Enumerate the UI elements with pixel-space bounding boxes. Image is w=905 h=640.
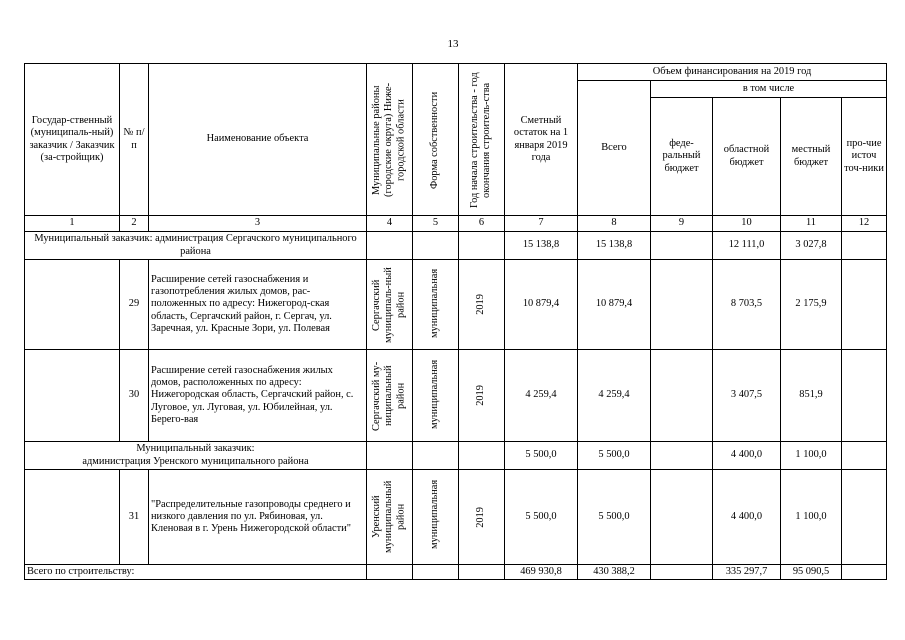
row-number: 29 <box>120 260 149 350</box>
federal-value <box>651 565 713 580</box>
estimated-value: 5 500,0 <box>505 442 578 470</box>
header-ownership-cell <box>413 64 459 216</box>
year-cell <box>459 350 505 442</box>
page-number: 13 <box>447 38 459 50</box>
estimated-value: 15 138,8 <box>505 232 578 260</box>
total-value: 15 138,8 <box>578 232 651 260</box>
total-value: 5 500,0 <box>578 470 651 565</box>
construction-year: 2019 <box>475 385 487 406</box>
local-value: 3 027,8 <box>781 232 842 260</box>
empty-cell <box>413 565 459 580</box>
regional-value: 12 111,0 <box>713 232 781 260</box>
header-other: про-чие источ точ-ники <box>842 98 887 216</box>
financing-table <box>24 63 887 580</box>
table-row-item-30 <box>25 350 887 442</box>
ownership-cell <box>413 350 459 442</box>
empty-cell <box>459 232 505 260</box>
estimated-value: 4 259,4 <box>505 350 578 442</box>
group-label: Муниципальный заказчик: администрация Сергачского муниципального района <box>25 232 367 260</box>
header-years-cell <box>459 64 505 216</box>
construction-year: 2019 <box>475 294 487 315</box>
grand-total-label: Всего по строительству: <box>25 565 367 580</box>
object-name: Расширение сетей газоснабжения и газопотребления жилых домов, рас-положенных по адресу: Нижегород-ская область, Сергачский район, г. Сергач, ул. Заречная, ул. Красные Зори, ул. Полевая <box>149 260 367 350</box>
group-label-line: администрация Уренского муниципального района <box>82 455 309 467</box>
regional-value: 335 297,7 <box>713 565 781 580</box>
header-districts: Муниципальные районы (городские округа) Ниже-городской области <box>371 82 407 197</box>
local-value: 1 100,0 <box>781 470 842 565</box>
local-value: 851,9 <box>781 350 842 442</box>
header-ownership: Форма собственности <box>429 90 441 189</box>
table-row-group-uren <box>25 442 887 470</box>
local-value: 1 100,0 <box>781 442 842 470</box>
other-value <box>842 442 887 470</box>
empty-cell <box>25 260 120 350</box>
total-value: 4 259,4 <box>578 350 651 442</box>
federal-value <box>651 470 713 565</box>
other-value <box>842 565 887 580</box>
total-value: 10 879,4 <box>578 260 651 350</box>
header-local: местный бюджет <box>781 98 842 216</box>
regional-value: 4 400,0 <box>713 442 781 470</box>
regional-value: 3 407,5 <box>713 350 781 442</box>
estimated-value: 469 930,8 <box>505 565 578 580</box>
total-value: 5 500,0 <box>578 442 651 470</box>
group-label <box>25 442 367 470</box>
empty-cell <box>367 232 413 260</box>
ownership-cell <box>413 260 459 350</box>
year-cell <box>459 470 505 565</box>
district-name: Сергачский муниципаль-ный район <box>371 266 407 343</box>
district-cell <box>367 470 413 565</box>
year-cell <box>459 260 505 350</box>
table-row-item-31 <box>25 470 887 565</box>
header-federal: феде-ральный бюджет <box>651 98 713 216</box>
empty-cell <box>413 442 459 470</box>
empty-cell <box>413 232 459 260</box>
column-number: 2 <box>120 216 149 232</box>
local-value: 95 090,5 <box>781 565 842 580</box>
ownership-type: муниципальная <box>429 479 441 549</box>
object-name: "Распределительные газопроводы среднего и низкого давления по ул. Рябиновая, ул. Кленовая в г. Урень Нижегородской области" <box>149 470 367 565</box>
ownership-cell <box>413 470 459 565</box>
header-customer: Государ-ственный (муниципаль-ный) заказчик / Заказчик (за-стройщик) <box>25 64 120 216</box>
header-years: Год начала строительства - год окончания строитель-ства <box>469 71 493 208</box>
federal-value <box>651 442 713 470</box>
column-number: 9 <box>651 216 713 232</box>
header-total: Всего <box>578 81 651 216</box>
header-districts-cell <box>367 64 413 216</box>
federal-value <box>651 232 713 260</box>
column-number: 11 <box>781 216 842 232</box>
header-funding-group: Объем финансирования на 2019 год <box>578 64 887 81</box>
empty-cell <box>367 565 413 580</box>
table-row-group-sergach <box>25 232 887 260</box>
column-number: 6 <box>459 216 505 232</box>
federal-value <box>651 260 713 350</box>
regional-value: 8 703,5 <box>713 260 781 350</box>
other-value <box>842 232 887 260</box>
empty-cell <box>459 442 505 470</box>
construction-year: 2019 <box>475 506 487 528</box>
object-name: Расширение сетей газоснабжения жилых домов, расположенных по адресу: Нижегородская область, Сергачский район, с. Луговое, ул. Луговая, ул. Юбилейная, ул. Берего-вая <box>149 350 367 442</box>
header-regional: областной бюджет <box>713 98 781 216</box>
row-number: 30 <box>120 350 149 442</box>
row-number: 31 <box>120 470 149 565</box>
empty-cell <box>25 350 120 442</box>
estimated-value: 5 500,0 <box>505 470 578 565</box>
other-value <box>842 260 887 350</box>
column-number: 5 <box>413 216 459 232</box>
column-number: 10 <box>713 216 781 232</box>
group-label-line: Муниципальный заказчик: <box>136 443 255 455</box>
header-estimated-balance: Сметный остаток на 1 января 2019 года <box>505 64 578 216</box>
empty-cell <box>367 442 413 470</box>
column-number: 8 <box>578 216 651 232</box>
district-cell <box>367 260 413 350</box>
total-value: 430 388,2 <box>578 565 651 580</box>
district-name: Сергачский му-ниципальный район <box>371 360 407 431</box>
ownership-type: муниципальная <box>429 359 441 429</box>
district-cell <box>367 350 413 442</box>
column-number-row <box>25 216 887 232</box>
empty-cell <box>25 470 120 565</box>
header-row-number: № п/п <box>120 64 149 216</box>
header-including: в том числе <box>651 81 887 98</box>
column-number: 3 <box>149 216 367 232</box>
column-number: 12 <box>842 216 887 232</box>
estimated-value: 10 879,4 <box>505 260 578 350</box>
federal-value <box>651 350 713 442</box>
local-value: 2 175,9 <box>781 260 842 350</box>
ownership-type: муниципальная <box>429 268 441 338</box>
table-row-grand-total <box>25 565 887 580</box>
other-value <box>842 470 887 565</box>
column-number: 7 <box>505 216 578 232</box>
empty-cell <box>459 565 505 580</box>
regional-value: 4 400,0 <box>713 470 781 565</box>
column-number: 4 <box>367 216 413 232</box>
district-name: Уренский муниципальный район <box>371 480 407 554</box>
other-value <box>842 350 887 442</box>
column-number: 1 <box>25 216 120 232</box>
table-row-item-29 <box>25 260 887 350</box>
header-object-name: Наименование объекта <box>149 64 367 216</box>
